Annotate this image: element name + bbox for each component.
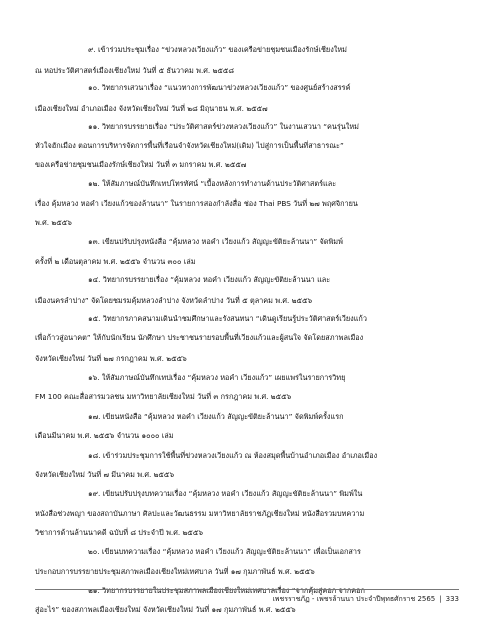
entry-continuation-line: พ.ศ. ๒๕๕๖: [35, 218, 72, 227]
entry-first-line: ๑๐. วิทยากรเสวนาเรื่อง “แนวทางการพัฒนาข่วงหลวงเวียงแก้ว” ของศูนย์สร้างสรรค์: [88, 83, 351, 92]
entry-continuation-line: จังหวัดเชียงใหม่ วันที่ ๗ มีนาคม พ.ศ. ๒๕๕๖: [35, 470, 175, 479]
page-number: 333: [445, 595, 459, 603]
entry-continuation-line: ครั้งที่ ๒ เดือนตุลาคม พ.ศ. ๒๕๕๖ จำนวน ๓๐๐ เล่ม: [35, 257, 196, 266]
entry-first-line: ๑๗. เขียนหนังสือ “คุ้มหลวง หอคำ เวียงแก้ว สัญญะขัติยะล้านนา” จัดพิมพ์ครั้งแรก: [88, 412, 344, 421]
footer-rule: [35, 589, 459, 590]
entry-first-line: ๑๘. เข้าร่วมประชุมการใช้พื้นที่ข่วงหลวงเวียงแก้ว ณ ห้องสมุดพื้นบ้านอำเภอเมือง อำเภอเมือง: [88, 451, 378, 460]
entry-continuation-line: เมืองนครลำปาง” จัดโดยชมรมคุ้มหลวงลำปาง จังหวัดลำปาง วันที่ ๕ ตุลาคม พ.ศ. ๒๕๕๖: [35, 296, 313, 305]
entry-continuation-line: เรื่อง คุ้มหลวง หอคำ เวียงแก้วของล้านนา” ในรายการสองกำลังสื่อ ช่อง Thai PBS วันที่ ๒๗ พฤศจิกายน: [35, 199, 358, 208]
entry-first-line: ๑๕. วิทยากรภาคสนามเดินนำชมศึกษาและรังสนทนา “เดินดูเรียนรู้ประวัติศาสตร์เวียงแก้ว: [88, 314, 367, 323]
entry-continuation-line: วิชาการด้านล้านนาคดี ฉบับที่ ๘ ประจำปี พ.ศ. ๒๕๕๖: [35, 528, 203, 537]
entry-continuation-line: สู่อะไร” ของสภาพลเมืองเชียงใหม่ จังหวัดเชียงใหม่ วันที่ ๑๗ กุมภาพันธ์ พ.ศ. ๒๕๕๖: [35, 605, 296, 614]
entry-first-line: ๙. เข้าร่วมประชุมเรื่อง “ข่วงหลวงเวียงแก้ว” ของเครือข่ายชุมชนเมืองรักษ์เชียงใหม่: [88, 45, 347, 54]
entry-first-line: ๑๒. ให้สัมภาษณ์บันทึกเทปโทรทัศน์ “เบื้องหลังการทำงานด้านประวัติศาสตร์และ: [88, 179, 337, 188]
entry-continuation-line: ประกอบการบรรยายประชุมสภาพลเมืองเชียงใหม่เทศบาล วันที่ ๑๗ กุมภาพันธ์ พ.ศ. ๒๕๕๖: [35, 567, 315, 576]
entry-continuation-line: หนังสือช่วงพญา ของสถาบันภาษา ศิลปะและวัฒนธรรม มหาวิทยาลัยราชภัฏเชียงใหม่ หนังสือรวมบทความ: [35, 509, 365, 518]
entry-continuation-line: หัวใจฮักเมือง ตอนการบริหารจัดการพื้นที่เรือนจำจังหวัดเชียงใหม่(เดิม) ไปสู่การเป็นพื้นที่สาธารณะ”: [35, 141, 344, 150]
entry-continuation-line: FM 100 คณะสื่อสารมวลชน มหาวิทยาลัยเชียงใหม่ วันที่ ๓ กรกฎาคม พ.ศ. ๒๕๕๖: [35, 392, 292, 401]
footer-separator: |: [439, 595, 442, 603]
page-footer: [272, 595, 459, 604]
entry-continuation-line: จังหวัดเชียงใหม่ วันที่ ๒๗ กรกฎาคม พ.ศ. ๒๕๕๖: [35, 354, 187, 363]
entry-first-line: ๑๖. ให้สัมภาษณ์บันทึกเทปเรื่อง “คุ้มหลวง หอคำ เวียงแก้ว” เผยแพร่ในรายการวิทยุ: [88, 373, 346, 382]
entry-continuation-line: เมืองเชียงใหม่ อำเภอเมือง จังหวัดเชียงใหม่ วันที่ ๒๘ มิถุนายน พ.ศ. ๒๕๕๗: [35, 104, 268, 113]
entry-first-line: ๒๐. เขียนบทความเรื่อง “คุ้มหลวง หอคำ เวียงแก้ว สัญญะขัติยะล้านนา” เพื่อเป็นเอกสาร: [88, 547, 361, 556]
entry-first-line: ๑๑. วิทยากรบรรยายเรื่อง “ประวัติศาสตร์ข่วงหลวงเวียงแก้ว” ในงานเสวนา “คนรุ่นใหม่: [88, 122, 359, 131]
entry-continuation-line: ของเครือข่ายชุมชนเมืองรักษ์เชียงใหม่ วันที่ ๓ มกราคม พ.ศ. ๒๕๕๗: [35, 160, 247, 169]
entry-continuation-line: เดือนมีนาคม พ.ศ. ๒๕๕๖ จำนวน ๑๐๐๐ เล่ม: [35, 431, 174, 440]
entry-continuation-line: เพื่อก้าวสู่อนาคต” ให้กับนักเรียน นักศึกษา ประชาชนรายรอบพื้นที่เวียงแก้วและผู้สนใจ จัดโดยสภาพลเมือง: [35, 333, 364, 342]
entry-continuation-line: ณ หอประวัติศาสตร์เมืองเชียงใหม่ วันที่ ๕ ธันวาคม พ.ศ. ๒๕๕๘: [35, 66, 235, 75]
entry-first-line: ๒๑. วิทยากรบรรยายในประชุมสภาพลเมืองเชียงใหม่เทศบาลเรื่อง “จากคุ้มสู่คอก จากคอก: [88, 586, 365, 595]
footer-title: เพชรราชภัฏ - เพชรล้านนา ประจำปีพุทธศักราช 2565: [272, 595, 436, 603]
entry-first-line: ๑๙. เขียนปรับปรุงบทความเรื่อง “คุ้มหลวง หอคำ เวียงแก้ว สัญญะขัติยะล้านนา” พิมพ์ใน: [88, 489, 363, 498]
entry-first-line: ๑๓. เขียนปรับปรุงหนังสือ “คุ้มหลวง หอคำ เวียงแก้ว สัญญะขัติยะล้านนา” จัดพิมพ์: [88, 237, 343, 246]
entry-first-line: ๑๔. วิทยากรบรรยายเรื่อง “คุ้มหลวง หอคำ เวียงแก้ว สัญญะขัติยะล้านนา และ: [88, 275, 331, 284]
